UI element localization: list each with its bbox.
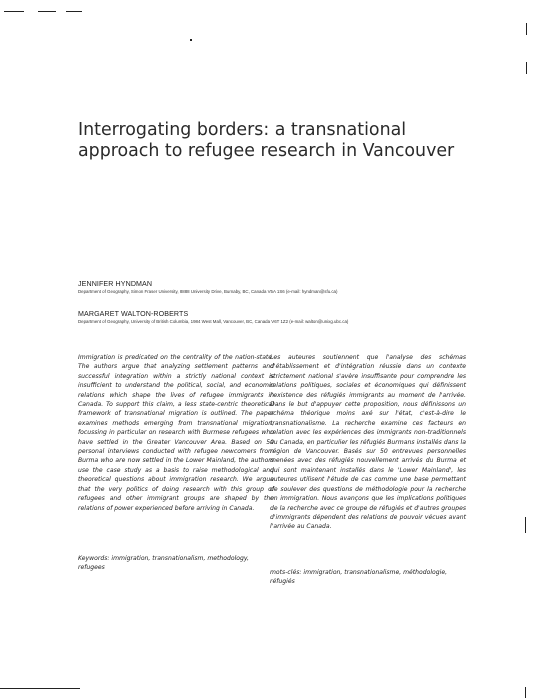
scan-mark-bottom bbox=[0, 688, 80, 689]
scan-mark-right-1 bbox=[526, 23, 527, 35]
abstract-english bbox=[78, 353, 274, 513]
author-affiliation: Department of Geography, University of British Columbia, 1984 West Mall, Vancouver, BC, Canada V6T 1Z2 (e-mail: walton@unixg.ubc.ca) bbox=[78, 319, 349, 324]
keywords-french: mots-clés: immigration, transnationalisme, méthodologie, réfugiés bbox=[270, 569, 448, 586]
author-block-1 bbox=[78, 280, 498, 295]
author-affiliation: Department of Geography, Simon Fraser University, 8888 University Drive, Burnaby, BC, Canada V5A 1S6 (e-mail: hyndman@sfu.ca) bbox=[78, 289, 338, 294]
abstract-english-text: Immigration is predicated on the centrality of the nation-state. The authors argue that analyzing settlement patterns and successful integration within a strictly national context is insufficient to understand the political, social, and economic relations which shape the lives of refugee immigrants in Canada. To support this claim, a less state-centric theoretical framework of transnational migration is outlined. The paper examines methods emerging from transnational migration, focussing in particular on research with Burmese refugees who have settled in the Greater Vancouver Area. Based on 50 personal interviews conducted with refugee newcomers from Burma who are now settled in the Lower Mainland, the authors use the case study as a basis to raise methodological and theoretical questions about immigration research. We argue that the very politics of doing research with this group of refugees and other immigrant groups are shaped by the relations of power experienced before arriving in Canada. bbox=[78, 354, 274, 512]
scan-mark-dot bbox=[190, 39, 192, 41]
abstract-french-text: Les auteures soutiennent que l'analyse des schémas d'établissement et d'intégration réussie dans un contexte strictement national s'avère insuffisante pour comprendre les relations politiques, sociales et économiques qui définissent l'existence des réfugiés immigrants au moment de l'arrivée. Dans le but d'appuyer cette proposition, nous définissons un schéma théorique moins axé sur l'état, c'est-à-dire le transnationalisme. La recherche examine ces facteurs en relation avec les expériences des immigrants non-traditionnels au Canada, en particulier les réfugiés Burmans installés dans la région de Vancouver. Basés sur 50 entrevues personnelles menées avec des réfugiés nouvellement arrivés du Burma et qui sont maintenant installés dans le 'Lower Mainland', les auteures utilisent l'étude de cas comme une base permettant de soulever des questions de méthodologie pour la recherche en immigration. Nous avançons que les implications politiques de la recherche avec ce groupe de réfugiés et d'autres groupes d'immigrants dépendent des relations de pouvoir vécues avant l'arrivée au Canada. bbox=[270, 354, 466, 531]
scan-mark-right-2 bbox=[526, 62, 527, 74]
scan-mark-top-2 bbox=[38, 11, 56, 12]
abstract-french bbox=[270, 353, 466, 532]
scan-mark-top-3 bbox=[66, 11, 82, 12]
article-title: Interrogating borders: a transnational approach to refugee research in Vancouver bbox=[78, 120, 455, 161]
scan-mark-right-4 bbox=[525, 687, 526, 698]
author-name: MARGARET WALTON-ROBERTS bbox=[78, 310, 189, 318]
keywords-english: Keywords: immigration, transnationalism, methodology, refugees bbox=[78, 555, 249, 572]
author-block-2 bbox=[78, 310, 498, 325]
author-name: JENNIFER HYNDMAN bbox=[78, 280, 153, 288]
scan-mark-top-1 bbox=[4, 11, 24, 12]
scan-mark-right-3 bbox=[525, 517, 526, 533]
